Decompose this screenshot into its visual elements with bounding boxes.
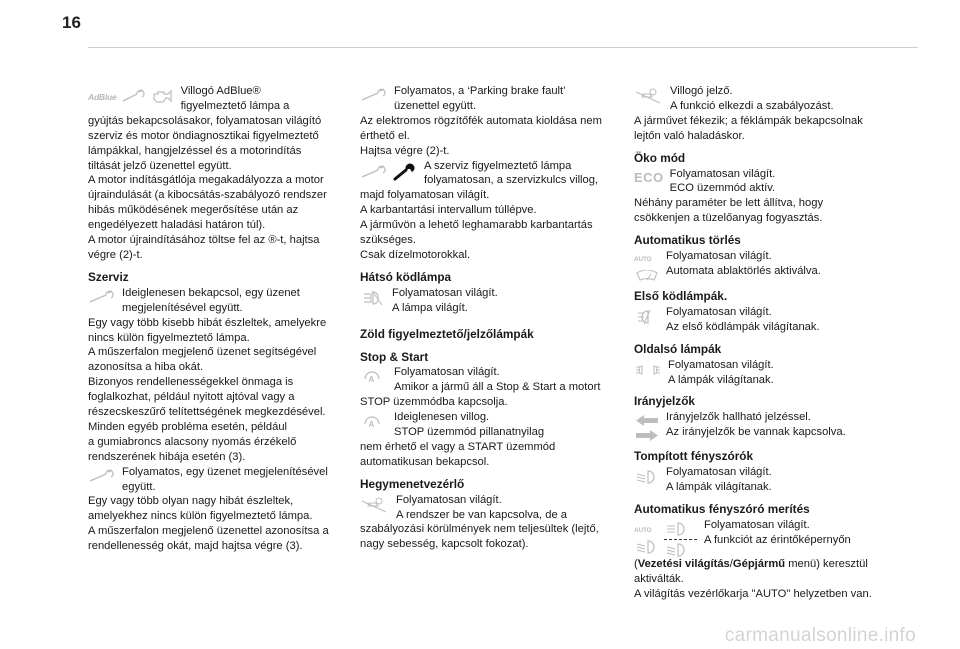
text-line: ECO üzemmód aktív. xyxy=(669,182,776,195)
rear-fog-entry xyxy=(360,286,618,316)
stop-start-entry-1 xyxy=(360,365,618,395)
text-line: Villogó jelző. xyxy=(670,85,733,97)
text-line: Folyamatosan világít. xyxy=(392,286,498,299)
text-line: Az elektromos rögzítőfék automata kioldása nem xyxy=(360,114,602,127)
text-line: automatikusan bekapcsol. xyxy=(360,455,490,468)
text-line: Az első ködlámpák világítanak. xyxy=(666,320,820,333)
wrench-icon xyxy=(360,165,388,179)
hill-descent-entry xyxy=(360,493,618,523)
text-line: amelyekhez nincs külön figyelmeztető lámpa. xyxy=(88,510,313,523)
text-line: Folyamatosan világít. xyxy=(666,250,772,263)
section-title-auto-wipe: Automatikus törlés xyxy=(634,233,741,248)
adblue-entry xyxy=(88,84,346,114)
text-line: A járművet fékezik; a féklámpák bekapcsolnak xyxy=(634,114,863,127)
text-line: Folyamatosan világít. xyxy=(396,493,502,506)
section-title-hill-descent: Hegymenetvezérlő xyxy=(360,476,465,491)
text-line: nem érhető el vagy a START üzemmód xyxy=(360,440,556,453)
text-line: A járművön a lehető leghamarabb karbantartás xyxy=(360,219,593,232)
text-line: engedélyezett haladási határon túl). xyxy=(88,219,266,232)
service-body xyxy=(360,188,618,263)
text-line: aktiválták. xyxy=(634,572,684,585)
text-line: Ideiglenesen bekapcsol, egy üzenet xyxy=(122,286,300,299)
service-entry xyxy=(360,159,618,189)
stop-start-icon xyxy=(360,414,388,432)
rear-fog-lamp-icon xyxy=(360,290,386,306)
text-line: Folyamatosan világít. xyxy=(668,358,774,371)
text-line: végre (2)-t. xyxy=(88,248,143,261)
column-2 xyxy=(360,84,618,552)
section-title-front-fog: Első ködlámpák. xyxy=(634,288,728,303)
text-fragment: menü) keresztül xyxy=(785,557,868,570)
column-3 xyxy=(634,84,896,602)
menu-name-vehicle: Gépjármű xyxy=(732,557,786,570)
text-line: STOP üzemmód pillanatnyilag xyxy=(394,426,545,439)
text-line: csökkenjen a tüzelőanyag fogyasztás. xyxy=(634,212,823,225)
auto-label-icon: AUTO xyxy=(634,527,652,535)
text-line: nincs külön figyelmeztető lámpa. xyxy=(88,331,250,344)
text-line xyxy=(634,557,896,572)
text-line: A szerviz figyelmeztető lámpa xyxy=(424,159,572,172)
hill-descent-icon xyxy=(360,497,390,515)
text-line: A motor indításgátlója megakadályozza a motor xyxy=(88,174,324,187)
stop-start-icon xyxy=(360,369,388,387)
header-rule xyxy=(88,47,918,48)
adblue-body xyxy=(88,114,346,263)
engine-icon xyxy=(151,88,175,104)
dashed-divider-icon xyxy=(664,538,698,541)
eco-body xyxy=(634,196,896,226)
hill-flashing-entry xyxy=(634,84,896,114)
text-line: folyamatosan, a szervizkulcs villog, xyxy=(424,174,599,187)
text-line: A funkció elkezdi a szabályozást. xyxy=(670,99,834,112)
szerviz-entry-2 xyxy=(88,465,346,495)
parking-brake-entry xyxy=(360,84,618,114)
auto-wipe-entry xyxy=(634,249,896,282)
text-line: Csak dízelmotorokkal. xyxy=(360,248,471,261)
text-line: Folyamatos, a ‘Parking brake fault’ xyxy=(394,85,566,97)
dipped-beam-icon xyxy=(634,540,660,554)
column-1 xyxy=(88,84,346,554)
side-lamps-entry xyxy=(634,358,896,388)
side-lamp-icon xyxy=(634,362,662,378)
wrench-icon xyxy=(88,290,116,304)
text-line: A motor újraindításához töltse fel az ®-t, hajtsa xyxy=(88,234,320,247)
svg-text:A: A xyxy=(368,420,375,430)
text-line: gyújtás bekapcsolásakor, folyamatosan világító xyxy=(88,114,322,127)
page-number: 16 xyxy=(62,13,81,32)
text-line: érthető el. xyxy=(360,129,410,142)
text-line: részecskeszűrő telítettségének megkezdésével. xyxy=(88,406,326,419)
szerviz-entry-1 xyxy=(88,286,346,316)
auto-headlamp-icon-group xyxy=(634,524,660,554)
text-line: Az irányjelzők be vannak kapcsolva. xyxy=(666,426,846,439)
dipped-beam-icon xyxy=(664,543,698,557)
auto-label-icon: AUTO xyxy=(634,256,652,264)
text-line: nagy sebesség, kapcsolt fokozat). xyxy=(360,538,529,551)
text-line: Minden egyéb probléma esetén, például xyxy=(88,420,288,433)
text-line: foglalkozhat, például nyitott ajtóval vagy a xyxy=(88,391,295,404)
text-line: A lámpák világítanak. xyxy=(668,373,774,386)
hill-descent-body xyxy=(360,522,618,552)
text-line: majd folyamatosan világít. xyxy=(360,189,490,202)
text-line: A funkciót az érintőképernyőn xyxy=(704,533,851,546)
text-line: szerviz és motor öndiagnosztikai figyelmeztető xyxy=(88,129,319,142)
text-line: üzenettel együtt. xyxy=(394,99,477,112)
adblue-head-1: Villogó AdBlue® xyxy=(180,85,261,97)
wrench-icon xyxy=(88,469,116,483)
paren-open: ( xyxy=(634,557,638,570)
text-line: hibás működésének megerősítése után az xyxy=(88,204,299,217)
text-line: Néhány paraméter be lett állítva, hogy xyxy=(634,197,824,210)
text-line: rendszerének hibája esetén (3). xyxy=(88,450,246,463)
wrench-icon xyxy=(121,89,147,103)
section-title-indicators: Irányjelzők xyxy=(634,394,695,409)
service-key-icon xyxy=(392,163,418,181)
text-line: A lámpák világítanak. xyxy=(666,481,772,494)
wrench-icon xyxy=(360,88,388,102)
text-line: A műszerfalon megjelenő üzenettel azonosítsa a xyxy=(88,525,329,538)
auto-dipping-body xyxy=(634,557,896,602)
text-line: A lámpa világít. xyxy=(392,301,468,314)
text-line: A világítás vezérlőkarja "AUTO" helyzetben van. xyxy=(634,587,872,600)
dipped-beam-icon xyxy=(634,469,660,485)
slash: / xyxy=(729,557,733,570)
section-title-stop-start: Stop & Start xyxy=(360,349,429,364)
text-line: Folyamatosan világít. xyxy=(666,305,772,318)
text-line: Folyamatos, egy üzenet megjelenítésével xyxy=(122,465,328,478)
indicator-right-icon xyxy=(634,429,660,442)
text-line: Folyamatosan világít. xyxy=(666,466,772,479)
text-line: Egy vagy több olyan nagy hibát észleltek, xyxy=(88,495,294,508)
text-line: A rendszer be van kapcsolva, de a xyxy=(396,508,568,521)
text-line: rendellenesség okát, majd hajtsa végre (3). xyxy=(88,540,303,553)
svg-text:A: A xyxy=(368,375,375,385)
eco-icon: ECO xyxy=(634,169,664,185)
section-title-auto-dipping: Automatikus fényszóró merítés xyxy=(634,502,810,517)
section-title-dipped-beam: Tompított fényszórók xyxy=(634,449,754,464)
section-title-szerviz: Szerviz xyxy=(88,269,129,284)
front-fog-entry xyxy=(634,305,896,335)
text-line: Folyamatosan világít. xyxy=(704,518,810,531)
adblue-text-icon: AdBlue xyxy=(88,92,117,102)
text-line: lejtőn való haladáskor. xyxy=(634,129,745,142)
text-line: megjelenítésével együtt. xyxy=(122,301,243,314)
adblue-head-2: figyelmeztető lámpa a xyxy=(180,99,290,112)
text-line: tiltását jelző üzenettel együtt. xyxy=(88,159,232,172)
menu-name-driving-lighting: Vezetési világítás xyxy=(637,557,730,570)
hill-descent-icon xyxy=(634,88,664,106)
text-line: Ideiglenesen villog. xyxy=(394,411,490,424)
wiper-icon xyxy=(634,270,660,282)
text-line: Hajtsa végre (2)-t. xyxy=(360,144,450,157)
stop-start-entry-1-body xyxy=(360,395,618,410)
parking-brake-body xyxy=(360,114,618,159)
szerviz-entry-2-body xyxy=(88,494,346,554)
stop-start-entry-2 xyxy=(360,410,618,440)
section-title-side-lamps: Oldalsó lámpák xyxy=(634,341,722,356)
stop-start-entry-2-body xyxy=(360,440,618,470)
text-line: A műszerfalon megjelenő üzenet segítségével xyxy=(88,346,317,359)
text-line: szükséges. xyxy=(360,234,416,247)
main-beam-icon xyxy=(664,522,698,536)
szerviz-entry-1-body xyxy=(88,316,346,465)
section-title-green-lamps: Zöld figyelmeztető/jelzőlámpák xyxy=(360,326,534,341)
text-line: Folyamatosan világít. xyxy=(669,167,776,180)
text-line: újraindulását (a kibocsátás-szabályozó rendszer xyxy=(88,189,327,202)
dipped-beam-entry xyxy=(634,465,896,495)
section-title-eco: Öko mód xyxy=(634,150,686,165)
text-line: A karbantartási intervallum túllépve. xyxy=(360,204,537,217)
text-line: Bizonyos rendellenességekkel önmaga is xyxy=(88,376,294,389)
indicators-entry xyxy=(634,410,896,442)
auto-dipping-entry xyxy=(634,518,896,557)
text-line: STOP üzemmódba kapcsolja. xyxy=(360,396,508,409)
section-title-rear-fog: Hátsó ködlámpa xyxy=(360,269,452,284)
text-line: együtt. xyxy=(122,480,156,493)
watermark: carmanualsonline.info xyxy=(724,625,916,646)
text-line: Automata ablaktörlés aktiválva. xyxy=(666,264,821,277)
text-line: azonosítsa a hiba okát. xyxy=(88,361,204,374)
text-line: lámpákkal, hangjelzéssel és a motorindítás xyxy=(88,144,302,157)
front-fog-lamp-icon xyxy=(634,309,660,325)
hill-flashing-body xyxy=(634,114,896,144)
eco-entry xyxy=(634,167,896,197)
text-line: szabályozási körülmények nem teljesültek (lejtő, xyxy=(360,523,599,536)
indicator-left-icon xyxy=(634,414,660,427)
text-line: Irányjelzők hallható jelzéssel. xyxy=(666,411,811,424)
text-line: Egy vagy több kisebb hibát észleltek, amelyekre xyxy=(88,316,327,329)
beam-switch-icon-group xyxy=(664,522,698,557)
text-line: Amikor a jármű áll a Stop & Start a motort xyxy=(394,381,601,394)
text-line: Folyamatosan világít. xyxy=(394,366,500,379)
text-line: a gumiabroncs alacsony nyomás érzékelő xyxy=(88,435,297,448)
